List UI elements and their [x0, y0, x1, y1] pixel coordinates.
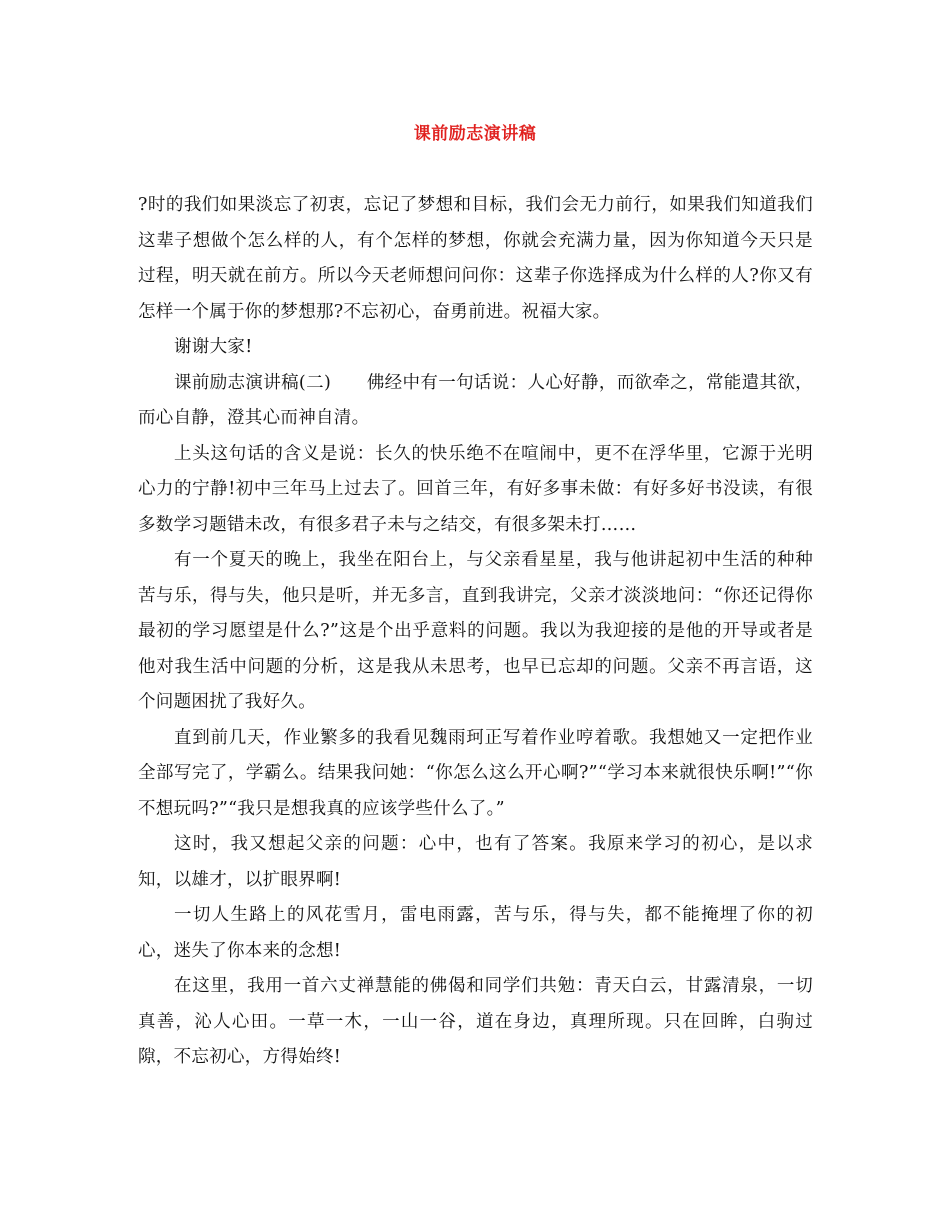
- document-title: 课前励志演讲稿: [413, 124, 537, 144]
- paragraph: 直到前几天，作业繁多的我看见魏雨珂正写着作业哼着歌。我想她又一定把作业全部写完了，学霸么。结果我问她：“你怎么这么开心啊?”“学习本来就很快乐啊!”“你不想玩吗?”“我只是想我真的应该学些什么了。”: [138, 727, 813, 819]
- paragraph: 上头这句话的含义是说：长久的快乐绝不在喧闹中，更不在浮华里，它源于光明心力的宁静!初中三年马上过去了。回首三年，有好多事未做：有好多好书没读，有很多数学习题错未改，有很多君子未与之结交，有很多架未打……: [138, 443, 813, 535]
- paragraph: 谢谢大家!: [174, 337, 253, 357]
- paragraph: 课前励志演讲稿(二) 佛经中有一句话说：人心好静，而欲牵之，常能遣其欲，而心自静，澄其心而神自清。: [138, 372, 813, 428]
- paragraph: 一切人生路上的风花雪月，雷电雨露，苦与乐，得与失，都不能掩埋了你的初心，迷失了你本来的念想!: [138, 905, 813, 961]
- paragraph: ?时的我们如果淡忘了初衷，忘记了梦想和目标，我们会无力前行，如果我们知道我们这辈子想做个怎么样的人，有个怎样的梦想，你就会充满力量，因为你知道今天只是过程，明天就在前方。所以今天老师想问问你：这辈子你选择成为什么样的人?你又有怎样一个属于你的梦想那?不忘初心，奋勇前进。祝福大家。: [138, 195, 813, 322]
- document-body: [138, 188, 813, 1076]
- paragraph: 在这里，我用一首六丈禅慧能的佛偈和同学们共勉：青天白云，甘露清泉，一切真善，沁人心田。一草一木，一山一谷，道在身边，真理所现。只在回眸，白驹过隙，不忘初心，方得始终!: [138, 976, 813, 1067]
- paragraph: 这时，我又想起父亲的问题：心中，也有了答案。我原来学习的初心，是以求知，以雄才，以扩眼界啊!: [138, 834, 813, 890]
- paragraph: 有一个夏天的晚上，我坐在阳台上，与父亲看星星，我与他讲起初中生活的种种苦与乐，得与失，他只是听，并无多言，直到我讲完，父亲才淡淡地问：“你还记得你最初的学习愿望是什么?”这是个出乎意料的问题。我以为我迎接的是他的开导或者是他对我生活中问题的分析，这是我从未思考，也早已忘却的问题。父亲不再言语，这个问题困扰了我好久。: [138, 550, 813, 712]
